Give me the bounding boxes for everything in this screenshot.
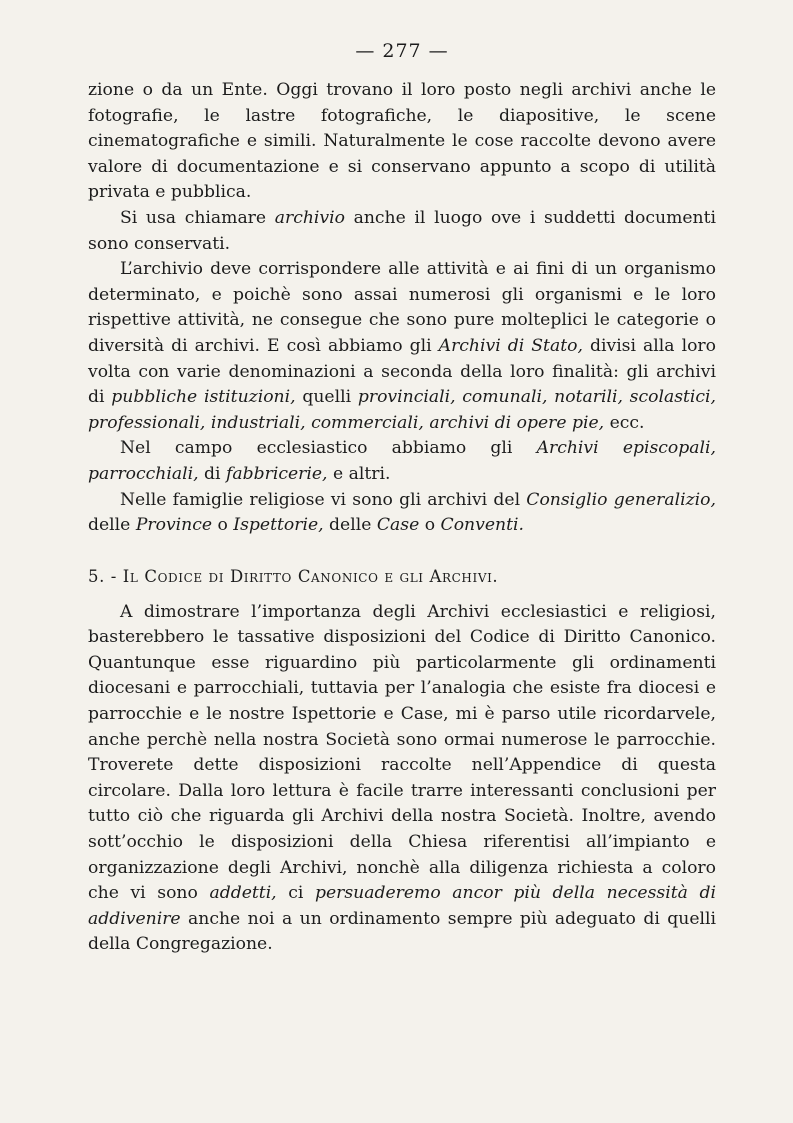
text-run: Nel campo ecclesiastico abbiamo gli	[120, 438, 537, 459]
text-run: Si usa chiamare	[120, 207, 275, 228]
text-run: o	[212, 515, 234, 536]
italic-term: Archivi episcopali, parrocchiali,	[88, 438, 716, 484]
italic-term: pubbliche istituzioni,	[111, 387, 296, 408]
text-run: divisi alla loro volta con varie denominazioni a seconda della loro finalità: gli archivi di	[88, 335, 716, 408]
text-run: delle	[323, 515, 377, 536]
text-run: delle	[88, 515, 136, 536]
paragraph-5	[88, 488, 716, 539]
text-run: anche noi a un ordinamento sempre più adeguato di quelli della Congregazione.	[88, 908, 716, 955]
text-run: di	[198, 463, 226, 484]
text-run: A dimostrare l’importanza degli Archivi ecclesiastici e religiosi, basterebbero le tassative disposizioni del Codice di Diritto Canonico. Quantunque esse riguardino più particolarmente gli ordinamenti diocesani e parrocchiali, tuttavia per l’analogia che esiste fra diocesi e parrocchie e le nostre Ispettorie e Case, mi è parso utile ricordarvele, anche perchè nella nostra Società sono ormai numerose le parrocchie. Troverete dette disposizioni raccolte nell’Appendice di questa circolare. Dalla loro lettura è facile trarre interessanti conclusioni per tutto ciò che riguarda gli Archivi della nostra Società. Inoltre, avendo sott’occhio le disposizioni della Chiesa riferentisi all’impianto e organizzazione degli Archivi, nonchè alla diligenza richiesta a coloro che vi sono	[88, 601, 716, 904]
text-run: L’archivio deve corrispondere alle attività e ai fini di un organismo determinato, e poichè sono assai numerosi gli organismi e le loro rispettive attività, ne consegue che sono pure molteplici le categorie o diversità di archivi. E così abbiamo gli	[88, 259, 716, 356]
paragraph-1-text: zione o da un Ente. Oggi trovano il loro posto negli archivi anche le fotografie, le lastre fotografiche, le diapositive, le scene cinematografiche e simili. Naturalmente le cose raccolte devono avere valore di documentazione e si conservano appunto a scopo di utilità privata e pubblica.	[88, 80, 716, 203]
italic-term: archivio	[274, 207, 345, 228]
italic-term: addetti,	[209, 883, 277, 904]
italic-term: fabbricerie,	[226, 463, 328, 484]
text-run: o	[419, 515, 441, 536]
italic-term: Ispettorie,	[233, 515, 324, 536]
text-run: Nelle famiglie religiose vi sono gli archivi del	[120, 489, 527, 510]
book-page	[88, 40, 716, 958]
text-run: e altri.	[327, 463, 391, 484]
page-number: — 277 —	[355, 40, 449, 62]
text-run: anche il luogo ove i suddetti documenti sono conservati.	[88, 207, 717, 254]
italic-term: Archivi di Stato,	[438, 335, 583, 356]
italic-term: Province	[135, 515, 213, 536]
italic-term: provinciali, comunali, notarili, scolastici, professionali, industriali, commerciali, archivi di opere pie,	[88, 387, 717, 433]
italic-term: Case	[376, 515, 420, 536]
text-run: ci	[276, 883, 315, 904]
text-run: quelli	[295, 387, 358, 408]
section-heading: 5. - Il Codice di Diritto Canonico e gli Archivi.	[88, 566, 499, 586]
text-run: ecc.	[604, 412, 645, 433]
paragraph-6	[88, 600, 716, 958]
italic-term: Conventi.	[440, 515, 524, 536]
paragraph-4	[88, 436, 716, 487]
paragraph-3	[88, 257, 716, 436]
italic-term: persuaderemo ancor più della necessità di addivenire	[88, 883, 716, 929]
paragraph-1	[88, 78, 716, 206]
italic-term: Consiglio generalizio,	[526, 489, 716, 510]
paragraph-2	[88, 206, 716, 257]
